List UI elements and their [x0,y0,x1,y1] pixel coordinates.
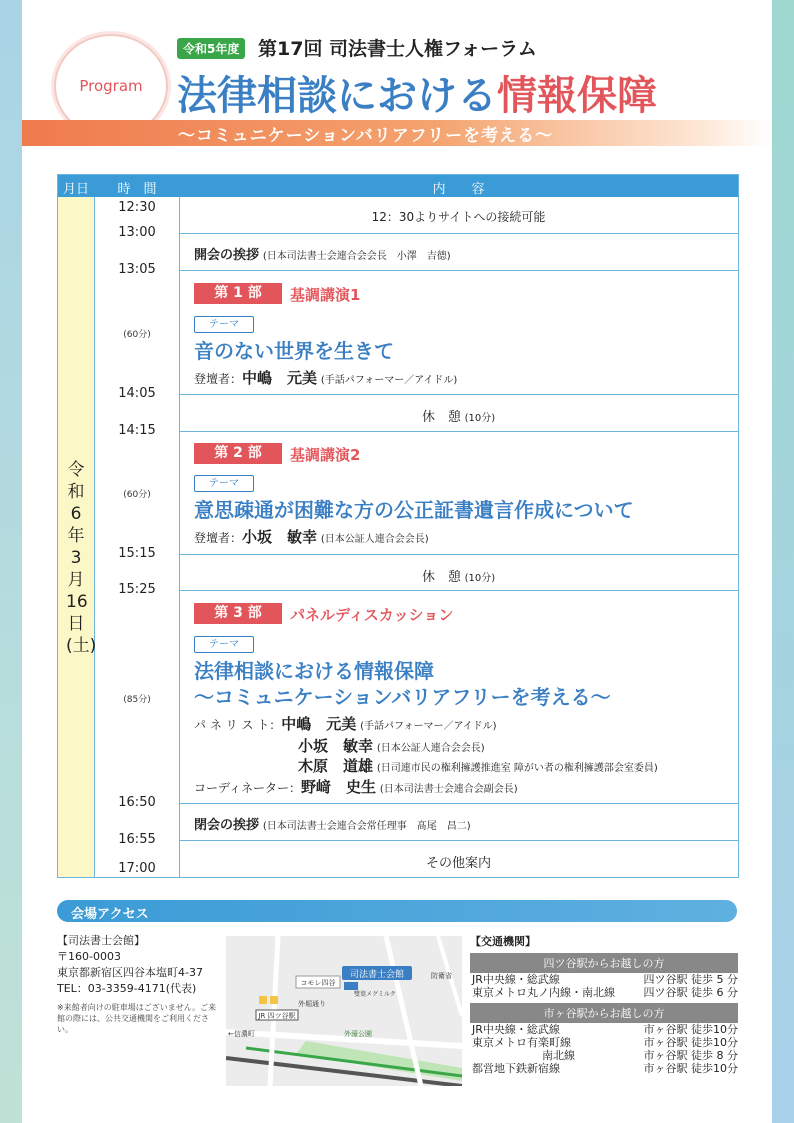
row-divider [179,590,738,591]
speaker-role: (手話パフォーマー／アイドル) [320,375,458,386]
line-name: JR中央線・総武線 [472,973,560,986]
map-komore-label: コモレ四谷 [300,979,336,987]
coordinator-row [194,776,518,797]
venue-address: 東京都新宿区四谷本塩町4-37 [57,966,203,979]
row-divider [179,431,738,432]
speaker-prefix: 登壇者： [194,531,243,545]
event-date: 令和6年3月16日(土) [66,460,97,656]
line-time: 市ヶ谷駅 徒歩10分 [643,1036,738,1049]
coordinator-role: (日本司法書士会連合会副会長) [379,784,518,795]
transit-info [470,933,738,1075]
line-name: 東京メトロ有楽町線 [472,1036,571,1049]
transit-line [470,986,738,999]
line-name: JR中央線・総武線 [472,1023,560,1036]
main-title [177,64,657,121]
panelist-name: 中嶋 元美 [281,715,357,733]
part1-title: 基調講演1 [290,286,361,304]
access-heading: 会場アクセス [71,907,149,922]
panelist-role: (手話パフォーマー／アイドル) [360,721,497,732]
closing-label: 閉会の挨拶 [194,818,260,833]
forum-name: 第17回 司法書士人権フォーラム [258,38,537,60]
part3-talk-line1: 法律相談における情報保障 [194,659,434,683]
left-edge-band [0,0,22,1123]
map-megumi-label: 雙葉メグミルク [354,991,396,998]
panelist-name: 小坂 敏幸 [298,737,374,755]
row-divider [179,270,738,271]
speaker-name: 中嶋 元美 [242,369,318,387]
duration-label: (85分) [123,695,151,705]
row-divider [179,233,738,234]
from-yotsuya-bar: 四ツ谷駅からお越しの方 [470,953,738,973]
part1-talk-title: 音のない世界を生きて [194,339,394,363]
row-divider [179,803,738,804]
time-label: 13:00 [95,225,179,240]
opening-label: 開会の挨拶 [194,248,260,263]
transit-line [470,1036,738,1049]
break2-row [179,566,738,585]
map-venue-label: 司法書士会館 [349,970,405,980]
time-label: 16:50 [95,795,179,810]
map-defense-label: 防衛省 [431,972,452,980]
part1-speaker [194,367,457,388]
row-divider [179,840,738,841]
time-label: 13:05 [95,262,179,277]
panelist-row [298,755,658,776]
from-ichigaya-bar: 市ヶ谷駅からお越しの方 [470,1003,738,1023]
closing-row [194,814,471,833]
speaker-role: (日本公証人連合会会長) [320,534,429,545]
break1-label: 休 憩 [421,410,461,425]
line-time: 市ヶ谷駅 徒歩10分 [643,1023,738,1036]
title-main: 法律相談における [177,73,497,119]
part3-talk-line2: 〜コミュニケーションバリアフリーを考える〜 [194,685,611,709]
panelist-role: (日本公証人連合会会長) [376,743,485,754]
line-name: 南北線 [542,1049,575,1062]
time-label: 17:00 [95,861,179,876]
duration-label: (60分) [123,490,151,500]
row-divider [179,554,738,555]
map-station-label: JR 四ツ谷駅 [258,1012,296,1020]
line-name: 東京メトロ丸ノ内線・南北線 [472,986,615,999]
time-label: 15:25 [95,582,179,597]
speaker-name: 小坂 敏幸 [242,528,318,546]
line-time: 四ツ谷駅 徒歩 6 分 [643,986,738,999]
coordinator-name: 野﨑 史生 [301,778,377,796]
access-map [226,936,462,1086]
part2-title: 基調講演2 [290,446,361,464]
map-park-label: 外濠公園 [344,1030,372,1038]
time-label: 12:30 [95,200,179,215]
venue-info [57,933,203,997]
closing-detail: (日本司法書士会連合会常任理事 髙尾 昌二) [262,821,471,832]
panelist-role: (日司連市民の権利擁護推進室 障がい者の権利擁護部会室委員) [376,763,658,774]
time-column [95,197,180,877]
break1-detail: (10分) [464,413,496,424]
venue-name: 【司法書士会館】 [57,934,145,947]
row-divider [179,394,738,395]
map-graphic [226,936,462,1086]
part2-speaker [194,526,429,547]
program-label: Program [79,77,143,95]
transit-line [470,973,738,986]
time-label: 14:05 [95,386,179,401]
panelist-row [298,735,485,756]
duration-label: (60分) [123,330,151,340]
time-label: 14:15 [95,423,179,438]
coordinator-prefix: コーディネーター： [194,781,302,795]
part3-title: パネルディスカッション [290,606,454,624]
part2-badge: 第 2 部 [194,443,282,464]
venue-note: ※来館者向けの駐車場はございません。ご来館の際には、公共交通機関をご利用ください。 [57,1003,217,1034]
opening-row [194,244,451,263]
map-shinanomachi-label: ←信濃町 [228,1030,255,1038]
opening-detail: (日本司法書士会連合会会長 小澤 吉德) [262,251,451,262]
title-highlight: 情報保障 [497,73,657,119]
col-content-header: 内 容 [432,182,485,197]
connect-note: 12：30よりサイトへの接続可能 [371,210,546,224]
schedule-table [57,174,739,878]
panelist-row [194,713,497,734]
break1-row [179,406,738,425]
break2-label: 休 憩 [421,570,461,585]
part2-talk-title: 意思疎通が困難な方の公正証書遺言作成について [194,498,634,522]
access-heading-bar [57,900,737,922]
part2-theme-tag: テーマ [194,475,254,492]
transit-line [470,1062,738,1075]
map-street-label: 外堀通り [298,1000,326,1008]
panelist-name: 木原 道雄 [298,757,374,775]
transit-line [470,1049,738,1062]
transit-line [470,1023,738,1036]
right-edge-band [772,0,794,1123]
transit-heading: 【交通機関】 [470,935,536,948]
break2-detail: (10分) [464,573,496,584]
subtitle: 〜コミュニケーションバリアフリーを考える〜 [178,126,554,146]
col-time-header: 時 間 [117,182,157,197]
line-name: 都営地下鉄新宿線 [472,1062,560,1075]
panelist-prefix: パ ネ リ ス ト： [194,718,282,732]
table-header [58,175,738,197]
other-info: その他案内 [425,856,491,871]
col-date-header: 月日 [62,182,89,197]
line-time: 四ツ谷駅 徒歩 5 分 [643,973,738,986]
time-label: 16:55 [95,832,179,847]
time-label: 15:15 [95,546,179,561]
year-badge: 令和5年度 [177,38,245,59]
part1-theme-tag: テーマ [194,316,254,333]
speaker-prefix: 登壇者： [194,372,243,386]
date-column [58,197,95,877]
part3-badge: 第 3 部 [194,603,282,624]
venue-tel: TEL：03-3359-4171(代表) [57,982,197,995]
line-time: 市ヶ谷駅 徒歩 8 分 [643,1049,738,1062]
venue-postal: 〒160-0003 [57,950,121,963]
part1-badge: 第 1 部 [194,283,282,304]
part3-theme-tag: テーマ [194,636,254,653]
line-time: 市ヶ谷駅 徒歩10分 [643,1062,738,1075]
